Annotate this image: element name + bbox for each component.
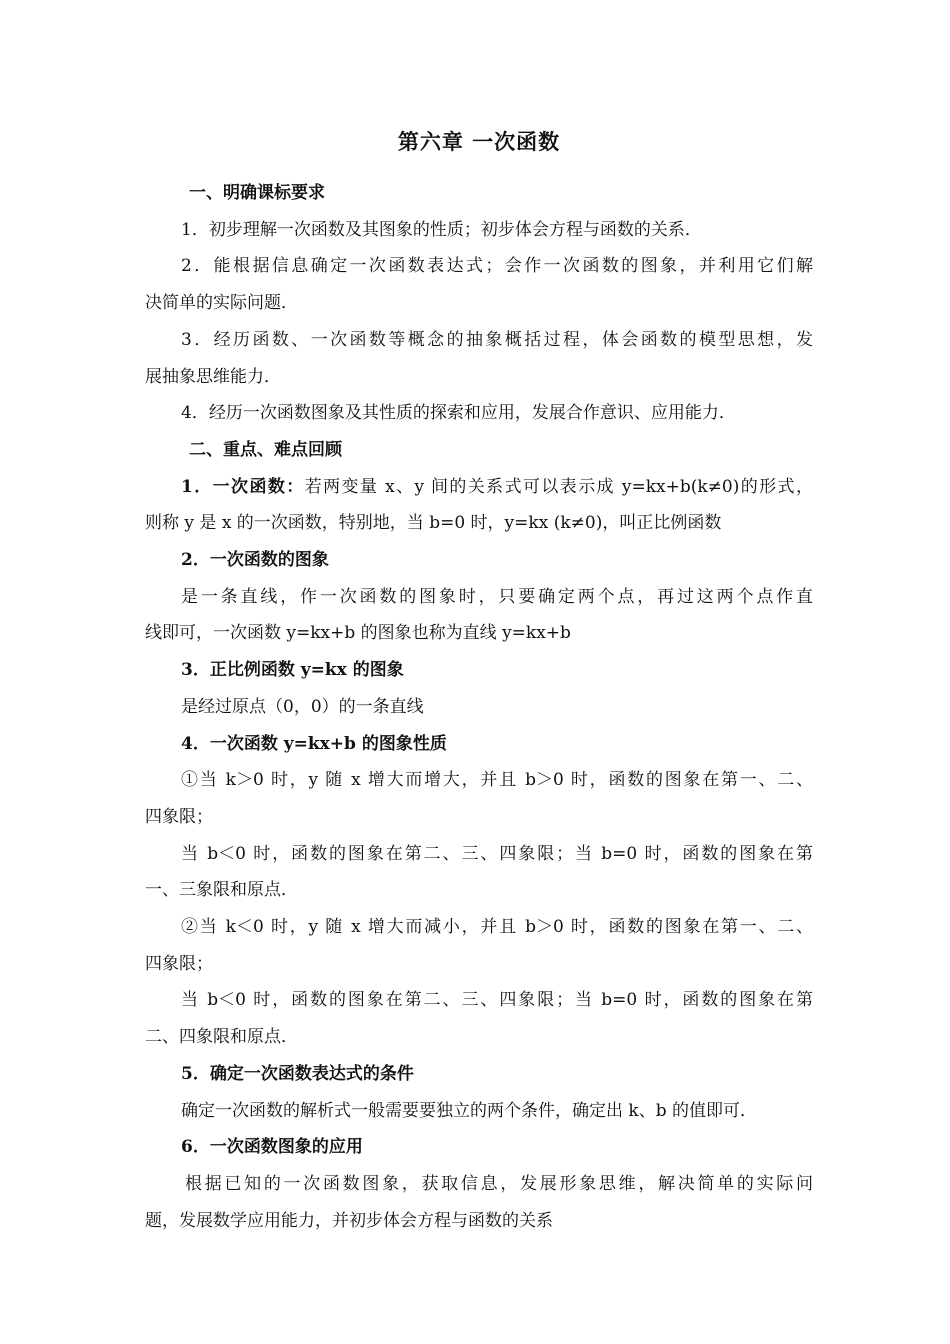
section-heading-key-points: 二、重点、难点回顾 <box>189 439 342 460</box>
point-2-heading: 2．一次函数的图象 <box>181 550 329 571</box>
point-2-line-1: 是一条直线，作一次函数的图象时，只要确定两个点，再过这两个点作直 <box>181 586 813 607</box>
point-4-c-line-1: ②当 k＜0 时，y 随 x 增大而减小，并且 b＞0 时，函数的图象在第一、二、 <box>181 917 813 938</box>
point-4-d-line-2: 二、四象限和原点． <box>145 1027 298 1048</box>
requirement-item-1: 1．初步理解一次函数及其图象的性质；初步体会方程与函数的关系． <box>181 219 702 240</box>
point-4-c-line-2: 四象限； <box>145 953 213 974</box>
requirement-item-3-line-1: 3．经历函数、一次函数等概念的抽象概括过程，体会函数的模型思想，发 <box>181 329 813 350</box>
requirement-item-4: 4．经历一次函数图象及其性质的探索和应用，发展合作意识、应用能力． <box>181 403 736 424</box>
point-4-heading: 4．一次函数 y=kx+b 的图象性质 <box>181 733 447 754</box>
point-1-label: 1．一次函数： <box>181 476 305 497</box>
chapter-title: 第六章 一次函数 <box>397 129 561 154</box>
point-5-heading: 5．确定一次函数表达式的条件 <box>181 1063 414 1084</box>
point-1-line-1 <box>145 469 813 506</box>
point-3-line-1: 是经过原点（0，0）的一条直线 <box>181 696 424 717</box>
point-1-text: 若两变量 x、y 间的关系式可以表示成 y=kx+b(k≠0)的形式， <box>304 476 813 497</box>
point-3-heading: 3．正比例函数 y=kx 的图象 <box>181 660 404 681</box>
document-content <box>145 124 813 1239</box>
requirement-item-2-line-1: 2．能根据信息确定一次函数表达式；会作一次函数的图象，并利用它们解 <box>181 256 813 277</box>
point-6-heading: 6．一次函数图象的应用 <box>181 1137 363 1158</box>
point-4-d-line-1: 当 b＜0 时，函数的图象在第二、三、四象限；当 b=0 时，函数的图象在第 <box>181 990 813 1011</box>
section-heading-requirements: 一、明确课标要求 <box>189 183 325 203</box>
point-6-line-1: 根据已知的一次函数图象，获取信息，发展形象思维，解决简单的实际问 <box>185 1173 813 1194</box>
point-1-line-2: 则称 y 是 x 的一次函数，特别地，当 b=0 时，y=kx (k≠0)，叫正比例函数 <box>145 513 722 534</box>
point-4-b-line-1: 当 b＜0 时，函数的图象在第二、三、四象限；当 b=0 时，函数的图象在第 <box>181 843 813 864</box>
point-5-line-1: 确定一次函数的解析式一般需要要独立的两个条件，确定出 k、b 的值即可． <box>181 1100 757 1121</box>
point-4-a-line-2: 四象限； <box>145 806 213 827</box>
requirement-item-2-line-2: 决简单的实际问题． <box>145 293 298 314</box>
point-4-b-line-2: 一、三象限和原点． <box>145 880 298 901</box>
requirement-item-3-line-2: 展抽象思维能力． <box>145 366 281 387</box>
point-4-a-line-1: ①当 k＞0 时，y 随 x 增大而增大，并且 b＞0 时，函数的图象在第一、二、 <box>181 770 813 791</box>
point-2-line-2: 线即可，一次函数 y=kx+b 的图象也称为直线 y=kx+b <box>145 623 571 644</box>
point-6-line-2: 题，发展数学应用能力，并初步体会方程与函数的关系 <box>145 1210 553 1231</box>
